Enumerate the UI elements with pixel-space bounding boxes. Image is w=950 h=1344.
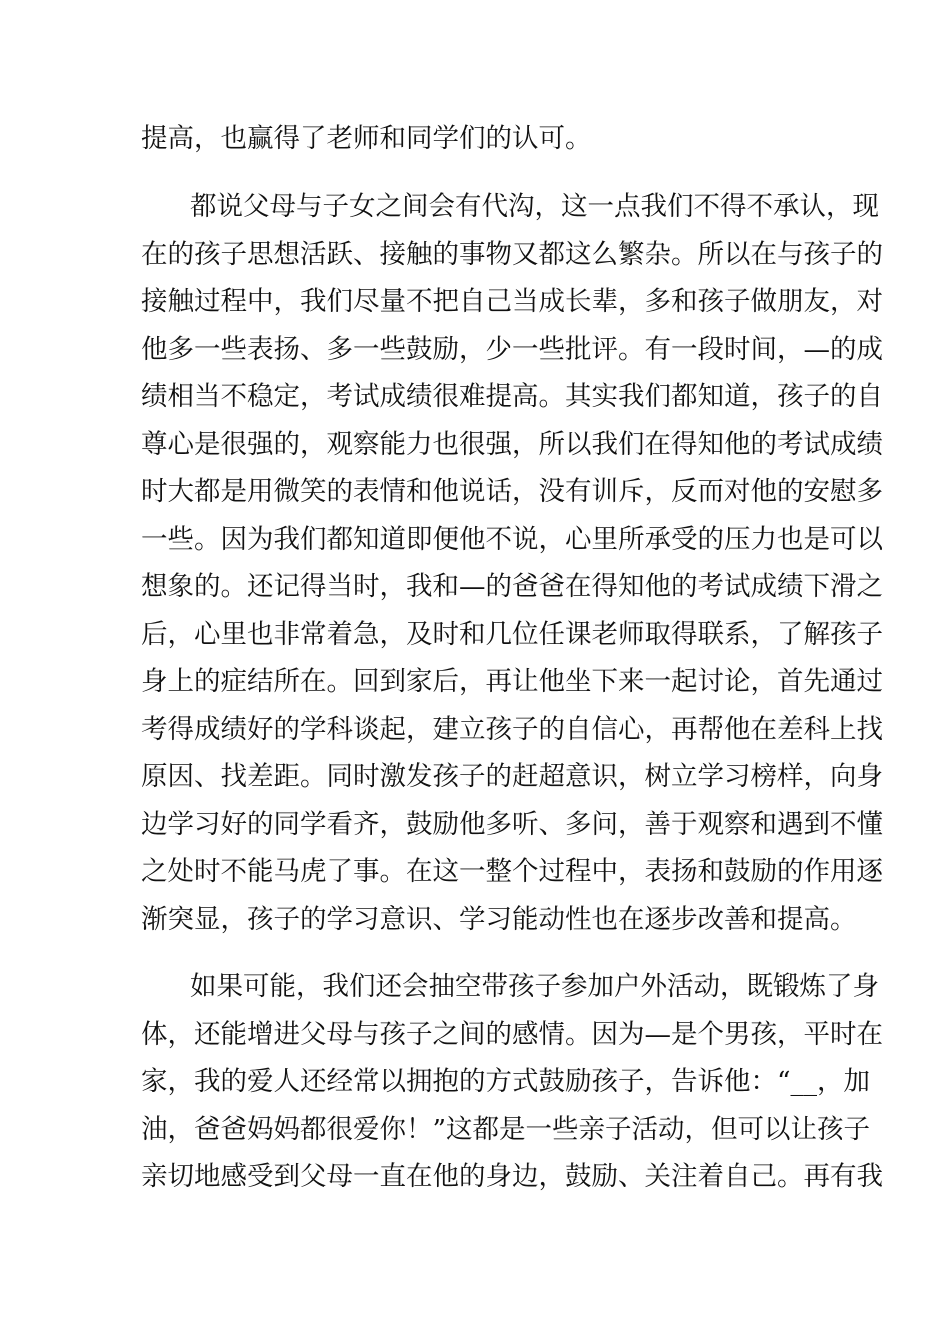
text-line: 油，爸爸妈妈都很爱你！”这都是一些亲子活动，但可以让孩子 (141, 1114, 871, 1145)
text-line: 身上的症结所在。回到家后，再让他坐下来一起讨论，首先通过 (141, 666, 883, 697)
text-line: 之处时不能马虎了事。在这一整个过程中，表扬和鼓励的作用逐 (141, 856, 883, 887)
text-line: 都说父母与子女之间会有代沟，这一点我们不得不承认，现 (190, 191, 879, 222)
text-line: 他多一些表扬、多一些鼓励，少一些批评。有一段时间，—的成 (141, 334, 883, 365)
text-line: 想象的。还记得当时，我和—的爸爸在得知他的考试成绩下滑之 (141, 571, 883, 602)
text-line: 渐突显，孩子的学习意识、学习能动性也在逐步改善和提高。 (141, 904, 857, 935)
text-line: 时大都是用微笑的表情和他说话，没有训斥，反而对他的安慰多 (141, 476, 883, 507)
text-line: 尊心是很强的，观察能力也很强，所以我们在得知他的考试成绩 (141, 429, 883, 460)
text-line: 提高，也赢得了老师和同学们的认可。 (141, 123, 592, 154)
text-line: 亲切地感受到父母一直在他的身边，鼓励、关注着自己。再有我 (141, 1161, 883, 1192)
text-line: 家，我的爱人还经常以拥抱的方式鼓励孩子，告诉他：“__，加 (141, 1066, 871, 1097)
text-line: 如果可能，我们还会抽空带孩子参加户外活动，既锻炼了身 (190, 971, 879, 1002)
text-line: 体，还能增进父母与孩子之间的感情。因为—是个男孩，平时在 (141, 1019, 883, 1050)
text-line: 一些。因为我们都知道即便他不说，心里所承受的压力也是可以 (141, 524, 883, 555)
text-line: 原因、找差距。同时激发孩子的赶超意识，树立学习榜样，向身 (141, 761, 883, 792)
text-line: 在的孩子思想活跃、接触的事物又都这么繁杂。所以在与孩子的 (141, 239, 883, 270)
text-line: 接触过程中，我们尽量不把自己当成长辈，多和孩子做朋友，对 (141, 286, 883, 317)
text-line: 后，心里也非常着急，及时和几位任课老师取得联系，了解孩子 (141, 619, 883, 650)
text-line: 考得成绩好的学科谈起，建立孩子的自信心，再帮他在差科上找 (141, 714, 883, 745)
text-line: 边学习好的同学看齐，鼓励他多听、多问，善于观察和遇到不懂 (141, 809, 883, 840)
text-line: 绩相当不稳定，考试成绩很难提高。其实我们都知道，孩子的自 (141, 381, 883, 412)
